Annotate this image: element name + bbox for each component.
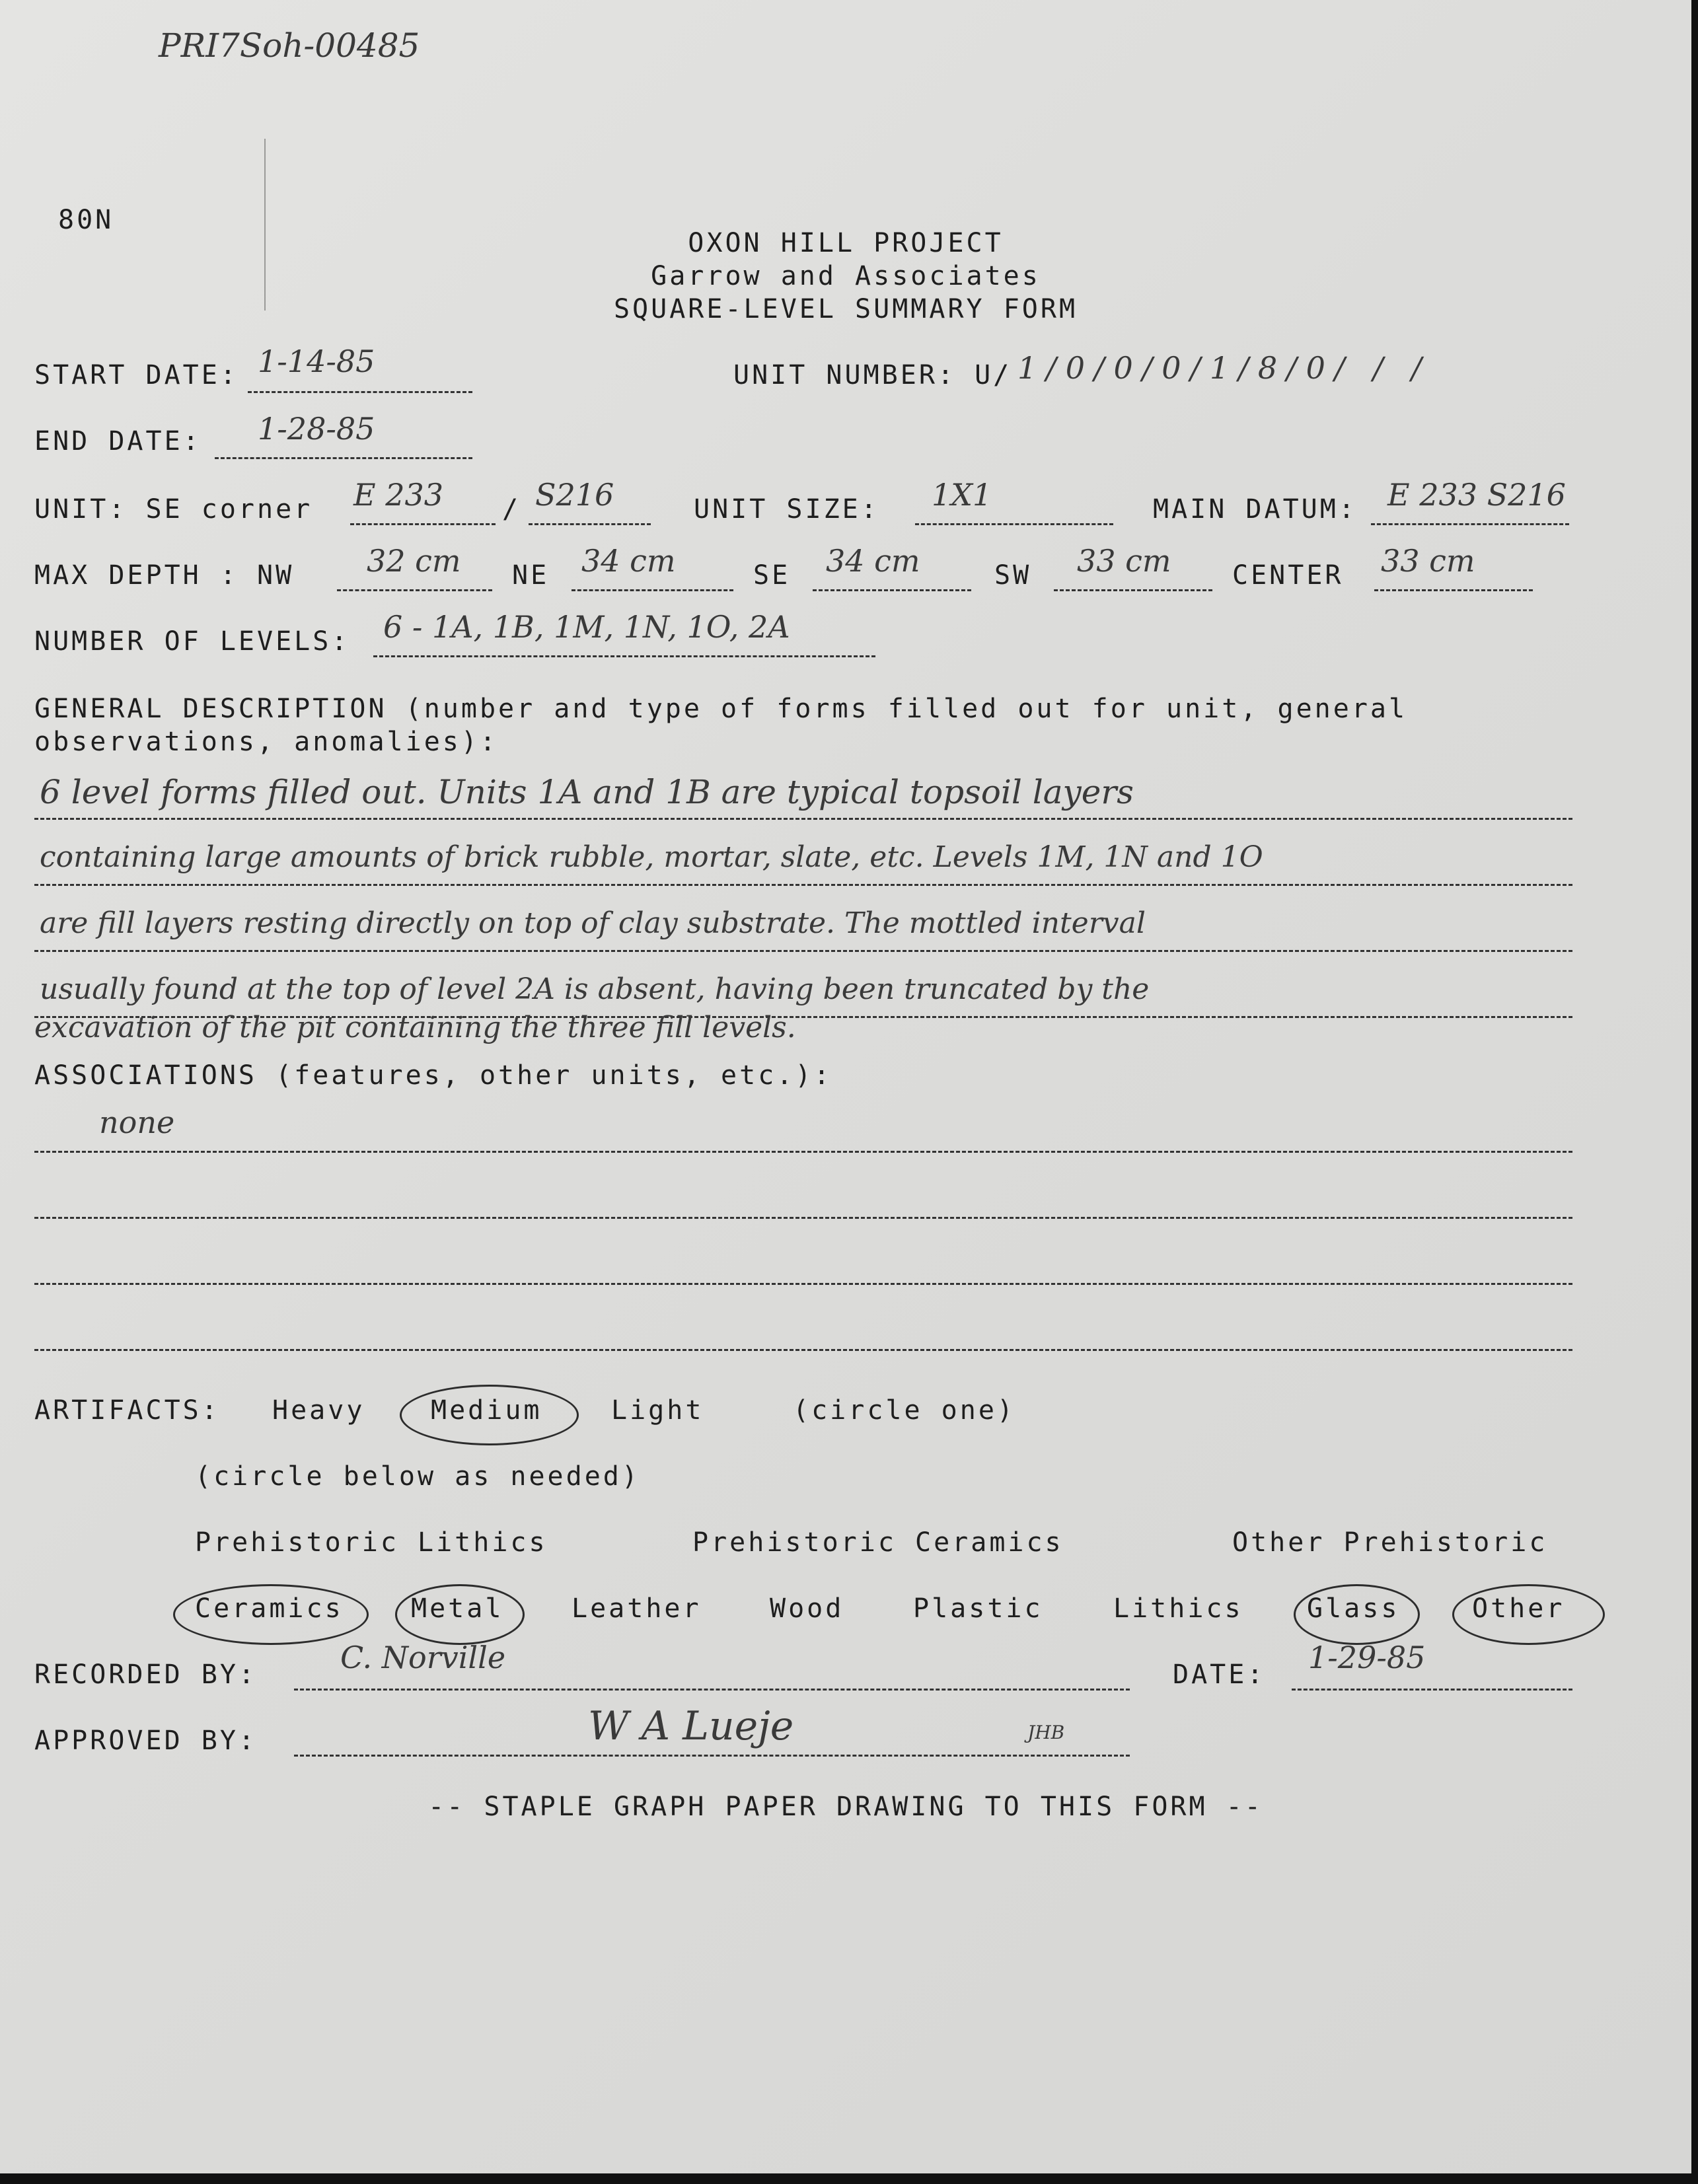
start-date-line — [248, 391, 472, 393]
prehistoric-lithics: Prehistoric Lithics — [195, 1527, 548, 1558]
desc-text-5: excavation of the pit containing the three fill levels. — [34, 1011, 796, 1044]
depth-ne-line — [572, 589, 733, 591]
num-levels-label: NUMBER OF LEVELS: — [34, 626, 350, 657]
desc-line-2 — [34, 884, 1572, 886]
recorded-date-value: 1-29-85 — [1308, 1640, 1426, 1675]
desc-line-3 — [34, 950, 1572, 952]
main-datum-value: E 233 S216 — [1387, 477, 1566, 513]
depth-center-value: 33 cm — [1381, 543, 1475, 579]
num-levels-line — [373, 655, 875, 657]
unit-number-label: UNIT NUMBER: U/ — [733, 360, 1012, 390]
unit-number-value: 1/0/0/0/1/8/0/ / / — [1017, 350, 1431, 386]
assoc-line-3 — [34, 1283, 1572, 1285]
header-form-title: SQUARE-LEVEL SUMMARY FORM — [613, 294, 1078, 324]
recorded-by-line — [294, 1689, 1130, 1691]
artifacts-circle-one: (circle one) — [793, 1395, 1015, 1426]
ceramics-option: Ceramics — [195, 1593, 344, 1624]
metal-option: Metal — [411, 1593, 504, 1624]
other-prehistoric: Other Prehistoric — [1232, 1527, 1548, 1558]
header-project: OXON HILL PROJECT — [688, 228, 1004, 258]
header-company: Garrow and Associates — [651, 261, 1041, 291]
desc-text-4: usually found at the top of level 2A is absent, having been truncated by the — [40, 972, 1150, 1006]
unit-se-label: UNIT: SE corner — [34, 494, 313, 525]
depth-center-label: CENTER — [1232, 560, 1344, 591]
desc-text-2: containing large amounts of brick rubble, mortar, slate, etc. Levels 1M, 1N and 1O — [40, 840, 1263, 874]
other-option: Other — [1472, 1593, 1565, 1624]
main-datum-label: MAIN DATUM: — [1153, 494, 1357, 525]
depth-se-value: 34 cm — [826, 543, 920, 579]
artifacts-label: ARTIFACTS: — [34, 1395, 220, 1426]
wood-option: Wood — [770, 1593, 844, 1624]
recorded-by-label: RECORDED BY: — [34, 1659, 257, 1690]
unit-se-e-line — [350, 523, 496, 525]
unit-se-e-value: E 233 — [353, 477, 444, 513]
end-date-value: 1-28-85 — [258, 411, 375, 447]
general-description-label-2: observations, anomalies): — [34, 727, 499, 757]
circle-below-note: (circle below as needed) — [195, 1461, 640, 1492]
depth-ne-label: NE — [512, 560, 550, 591]
desc-line-1 — [34, 818, 1572, 820]
depth-nw-value: 32 cm — [367, 543, 461, 579]
unit-size-label: UNIT SIZE: — [694, 494, 879, 525]
max-depth-nw-label: MAX DEPTH : NW — [34, 560, 295, 591]
assoc-line-1 — [34, 1151, 1572, 1153]
depth-ne-value: 34 cm — [581, 543, 676, 579]
leather-option: Leather — [572, 1593, 702, 1624]
start-date-label: START DATE: — [34, 360, 239, 390]
depth-se-line — [813, 589, 971, 591]
desc-text-1: 6 level forms filled out. Units 1A and 1B are typical topsoil layers — [40, 773, 1134, 811]
depth-sw-line — [1054, 589, 1212, 591]
end-date-line — [215, 457, 472, 459]
approved-by-line — [294, 1755, 1130, 1757]
recorded-date-line — [1292, 1689, 1572, 1691]
start-date-value: 1-14-85 — [258, 344, 375, 379]
prehistoric-ceramics: Prehistoric Ceramics — [692, 1527, 1064, 1558]
unit-size-value: 1X1 — [932, 477, 992, 513]
document-id: PRI7Soh-00485 — [159, 26, 420, 65]
lithics-option: Lithics — [1113, 1593, 1243, 1624]
approved-by-label: APPROVED BY: — [34, 1726, 257, 1756]
glass-option: Glass — [1307, 1593, 1400, 1624]
approved-initials: JHB — [1027, 1722, 1065, 1743]
depth-se-label: SE — [753, 560, 791, 591]
assoc-line-2 — [34, 1217, 1572, 1219]
end-date-label: END DATE: — [34, 426, 202, 456]
assoc-line-4 — [34, 1349, 1572, 1351]
recorded-date-label: DATE: — [1173, 1659, 1266, 1690]
depth-sw-value: 33 cm — [1077, 543, 1171, 579]
main-datum-line — [1371, 523, 1569, 525]
approved-signature: W A Lueje — [588, 1703, 794, 1749]
footer-instruction: -- STAPLE GRAPH PAPER DRAWING TO THIS FORM -- — [428, 1792, 1263, 1822]
depth-sw-label: SW — [994, 560, 1032, 591]
general-description-label: GENERAL DESCRIPTION (number and type of forms filled out for unit, general — [34, 694, 1408, 724]
recorded-by-value: C. Norville — [340, 1640, 506, 1675]
desc-text-3: are fill layers resting directly on top of clay substrate. The mottled interval — [40, 906, 1146, 940]
unit-se-s-line — [529, 523, 651, 525]
unit-size-line — [915, 523, 1113, 525]
depth-nw-line — [337, 589, 492, 591]
artifacts-light: Light — [611, 1395, 704, 1426]
artifacts-heavy: Heavy — [272, 1395, 365, 1426]
form-page: PRI7Soh-00485 80N OXON HILL PROJECT Garrow and Associates SQUARE-LEVEL SUMMARY FORM START DATE: 1-14-85 UNIT NUMBER: U/ 1/0/0/0/1/8/0/ / / END DATE: 1-28-85 UNIT: SE corner E 233 / S216 UNIT SIZE: 1X1 MAIN DATUM: E 233 S216 MAX DEPTH : NW 32 cm NE 34 cm SE 34 cm SW 33 cm CENTER 33 cm NUMBER OF LEVELS: 6 - 1A, 1B, 1M, 1N, 1O, 2A GENERAL DESCRIPTION (number and type of forms filled out for unit, general observations, anomalies): 6 level forms filled out. Units 1A and 1B are typical topsoil layers containing large amounts of brick rubble, mortar, slate, etc. Levels 1M, 1N and 1O are fill layers resting directly on top of clay substrate. The mottled interval usually found at the top of level 2A is absent, having been truncated by the excavation of the pit containing the three fill levels. ASSOCIATIONS (features, other units, etc.): none ARTIFACTS: Heavy Medium Light (circle one) (circle below as needed) Prehistoric Lithics Prehistoric Ceramics Other Prehistoric Ceramics Metal Leather Wood Plastic Lithics Glass Other RECORDED BY: C. Norville DATE: 1-29-85 APPROVED BY: W A Lueje JHB -- STAPLE GRAPH PAPER DRAWING TO THIS FORM -- — [0, 0, 1691, 2173]
depth-center-line — [1374, 589, 1533, 591]
num-levels-value: 6 - 1A, 1B, 1M, 1N, 1O, 2A — [383, 609, 790, 645]
unit-se-s-value: S216 — [535, 477, 614, 513]
plastic-option: Plastic — [913, 1593, 1043, 1624]
associations-value: none — [99, 1105, 175, 1140]
associations-label: ASSOCIATIONS (features, other units, etc.): — [34, 1060, 832, 1091]
corner-note: 80N — [58, 205, 114, 235]
artifacts-medium: Medium — [431, 1395, 542, 1426]
